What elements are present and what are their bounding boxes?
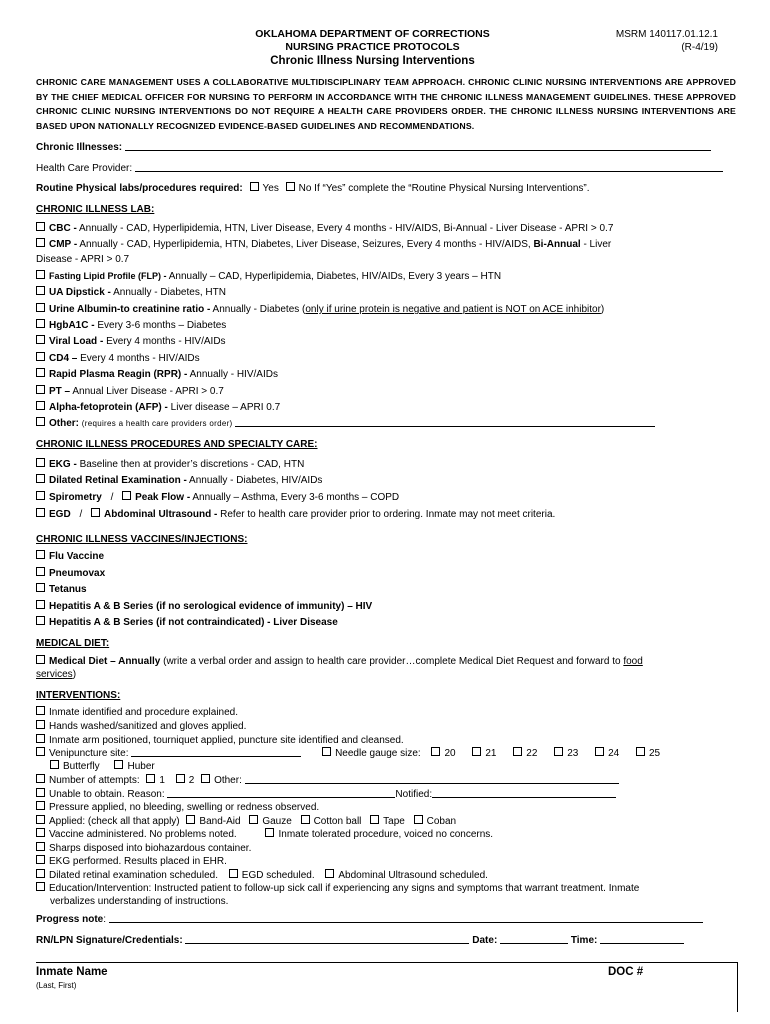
viral-load-text: Every 4 months - HIV/AIDs (106, 336, 226, 347)
form-header (200, 28, 545, 68)
pt-name: PT – (49, 386, 71, 397)
lab-afp (36, 401, 280, 415)
cbc-name: CBC - (49, 223, 77, 234)
education-row (36, 882, 639, 896)
peak-flow-checkbox[interactable] (122, 491, 131, 500)
proc-dre (36, 474, 322, 488)
spirometry-checkbox[interactable] (36, 491, 45, 500)
attempt-other-checkbox[interactable] (201, 774, 210, 783)
gauge-checkbox[interactable] (554, 747, 563, 756)
tolerated-checkbox[interactable] (265, 828, 274, 837)
diet-food: food (623, 656, 643, 667)
form-id (578, 28, 718, 54)
gauge-label: 23 (567, 748, 579, 759)
lab-other (36, 417, 655, 431)
intervention-label: Pressure applied, no bleeding, swelling or redness observed. (49, 802, 320, 813)
footer-vertical-divider (737, 962, 738, 1012)
intervention-checkbox[interactable] (36, 720, 45, 729)
cmp-name: CMP - (49, 239, 78, 250)
urine-end: ) (600, 304, 605, 315)
intervention-checkbox[interactable] (36, 706, 45, 715)
lab-cmp-cont: Disease - APRI > 0.7 (36, 254, 130, 265)
vaccine-label: Hepatitis A & B Series (if no serological evidence of immunity) – HIV (49, 601, 373, 612)
egd-scheduled-checkbox[interactable] (229, 869, 238, 878)
attempt-1-checkbox[interactable] (146, 774, 155, 783)
spirometry-name: Spirometry (49, 492, 102, 503)
intervention-item (36, 734, 404, 748)
gauge-label: 22 (526, 748, 538, 759)
education-cont: verbalizes understanding of instructions. (50, 896, 229, 907)
pt-checkbox[interactable] (36, 385, 45, 394)
proc-spirometry (36, 491, 399, 505)
gauge-label: 24 (608, 748, 620, 759)
provider-label: Health Care Provider: (36, 163, 133, 174)
intro-paragraph: CHRONIC CARE MANAGEMENT USES A COLLABORATIVE MULTIDISCIPLINARY TEAM APPROACH. CHRONIC CLINIC NURSING INTERVENTIONS ARE APPROVED BY THE CHIEF MEDICAL OFFICER FOR NURSING TO PERFORM IN ACCORDANCE WITH THE CHRONIC ILLNESS MANAGEMENT GUIDELINES. THESE APPROVED CHRONIC CLINIC NURSING INTERVENTIONS DO NOT REQUIRE A HEALTH CARE PROVIDERS ORDER. THE CHRONIC ILLNESS NURSING INTERVENTIONS ARE BASED UPON NATIONALLY RECOGNIZED EVIDENCE-BASED GUIDELINES AND RECOMMENDATIONS. (36, 77, 736, 131)
egd-checkbox[interactable] (36, 508, 45, 517)
attempt-1-label: 1 (159, 775, 165, 786)
gauge-checkbox[interactable] (431, 747, 440, 756)
provider-field[interactable] (135, 162, 723, 172)
lab-cmp (36, 238, 611, 252)
vaccine-admin-checkbox[interactable] (36, 828, 45, 837)
cmp-text: Annually - CAD, Hyperlipidemia, HTN, Diabetes, Liver Disease, Seizures, Every 4 months - HIV/AIDS, (79, 239, 531, 250)
inmate-name-hint: (Last, First) (36, 981, 77, 990)
band-aid-checkbox[interactable] (186, 815, 195, 824)
tape-checkbox[interactable] (370, 815, 379, 824)
unable-row (36, 788, 616, 802)
venipuncture-label: Venipuncture site: (49, 748, 129, 759)
signature-label: RN/LPN Signature/Credentials: (36, 935, 183, 946)
attempt-other-field[interactable] (245, 774, 619, 784)
notified-label: Notified: (395, 789, 433, 800)
routine-yes-label: Yes (262, 183, 279, 194)
huber-label: Huber (127, 761, 155, 772)
lab-heading: CHRONIC ILLNESS LAB: (36, 204, 155, 215)
chronic-illnesses-label: Chronic Illnesses: (36, 142, 123, 153)
other-lab-checkbox[interactable] (36, 417, 45, 426)
vaccine-item (36, 550, 104, 564)
chronic-illnesses-field[interactable] (125, 141, 711, 151)
lab-rpr (36, 368, 278, 382)
intervention-label: Sharps disposed into biohazardous container. (49, 843, 252, 854)
unable-label: Unable to obtain. Reason: (49, 789, 165, 800)
coban-checkbox[interactable] (414, 815, 423, 824)
lab-viral-load (36, 335, 226, 349)
dre-scheduled-checkbox[interactable] (36, 869, 45, 878)
form-number: MSRM 140117.01.12.1 (615, 29, 718, 40)
education-checkbox[interactable] (36, 882, 45, 891)
egd-name: EGD (49, 509, 71, 520)
vaccine-admin-row (36, 828, 493, 842)
vaccine-item (36, 600, 372, 614)
flp-text: Annually – CAD, Hyperlipidemia, Diabetes, HIV/AIDs, Every 3 years – HTN (168, 271, 502, 282)
rpr-checkbox[interactable] (36, 368, 45, 377)
routine-row (36, 182, 590, 196)
rpr-text: Annually - HIV/AIDs (189, 369, 278, 380)
tolerated-label: Inmate tolerated procedure, voiced no concerns. (278, 829, 494, 840)
vaccine-item (36, 616, 338, 630)
routine-yes-checkbox[interactable] (250, 182, 259, 191)
cbc-checkbox[interactable] (36, 222, 45, 231)
dre-name: Dilated Retinal Examination - (49, 475, 187, 486)
hba1c-name: HgbA1C - (49, 320, 95, 331)
huber-checkbox[interactable] (114, 760, 123, 769)
attempts-row (36, 774, 619, 788)
butterfly-label: Butterfly (63, 761, 100, 772)
proc-egd (36, 508, 555, 522)
doc-number-label: DOC # (608, 966, 644, 978)
intervention-item (36, 801, 319, 815)
vaccines-heading: CHRONIC ILLNESS VACCINES/INJECTIONS: (36, 534, 248, 545)
ultrasound-text: Refer to health care provider prior to ordering. Inmate may not meet criteria. (220, 509, 556, 520)
progress-row (36, 913, 703, 927)
gauge-checkbox[interactable] (595, 747, 604, 756)
ekg-name: EKG - (49, 459, 77, 470)
needle-label: Needle gauge size: (335, 748, 421, 759)
dre-checkbox[interactable] (36, 474, 45, 483)
applied-label: Applied: (check all that apply) (49, 816, 180, 827)
applied-checkbox[interactable] (36, 815, 45, 824)
cd4-text: Every 4 months - HIV/AIDs (80, 353, 200, 364)
gauge-label: 25 (649, 748, 661, 759)
department-name: OKLAHOMA DEPARTMENT OF CORRECTIONS (255, 28, 490, 40)
hba1c-text: Every 3-6 months – Diabetes (97, 320, 227, 331)
lab-cd4 (36, 352, 200, 366)
us-scheduled-checkbox[interactable] (325, 869, 334, 878)
diet-row (36, 655, 643, 669)
interventions-heading: INTERVENTIONS: (36, 690, 121, 701)
lab-cbc (36, 222, 613, 236)
intervention-checkbox[interactable] (36, 801, 45, 810)
us-scheduled-label: Abdominal Ultrasound scheduled. (338, 870, 488, 881)
date-label: Date: (472, 935, 498, 946)
inmate-name-label: Inmate Name (36, 966, 108, 978)
ekg-checkbox[interactable] (36, 458, 45, 467)
chronic-illnesses-row (36, 141, 711, 155)
ua-text: Annually - Diabetes, HTN (113, 287, 226, 298)
venipuncture-row (36, 747, 660, 761)
date-field[interactable] (500, 934, 568, 944)
attempts-label: Number of attempts: (49, 775, 140, 786)
intervention-label: Inmate arm positioned, tourniquet applied, puncture site identified and cleansed. (49, 735, 404, 746)
proc-ekg (36, 458, 304, 472)
intervention-label: Inmate identified and procedure explained. (49, 707, 239, 718)
diet-heading: MEDICAL DIET: (36, 638, 110, 649)
tape-label: Tape (383, 816, 405, 827)
ua-checkbox[interactable] (36, 286, 45, 295)
cmp-text-2: - Liver (583, 239, 612, 250)
flp-name: Fasting Lipid Profile (FLP) - (49, 271, 167, 281)
other-lab-note: (requires a health care providers order) (81, 419, 233, 428)
protocols-title: NURSING PRACTICE PROTOCOLS (285, 41, 460, 53)
intervention-checkbox[interactable] (36, 734, 45, 743)
signature-row (36, 934, 684, 948)
gauze-label: Gauze (262, 816, 292, 827)
provider-row (36, 162, 723, 176)
flp-checkbox[interactable] (36, 270, 45, 279)
attempt-other-label: Other: (214, 775, 242, 786)
diet-services: services (36, 669, 73, 680)
gauge-checkbox[interactable] (472, 747, 481, 756)
vaccine-item (36, 583, 87, 597)
time-field[interactable] (600, 934, 684, 944)
vaccine-checkbox[interactable] (36, 583, 45, 592)
vaccine-label: Flu Vaccine (49, 551, 105, 562)
cotton-ball-label: Cotton ball (313, 816, 362, 827)
viral-load-checkbox[interactable] (36, 335, 45, 344)
ultrasound-checkbox[interactable] (91, 508, 100, 517)
intervention-checkbox[interactable] (36, 855, 45, 864)
venipuncture-checkbox[interactable] (36, 747, 45, 756)
education-label: Education/Intervention: Instructed patient to follow-up sick call if experiencing any signs and symptoms that warrant treatment. Inmate (49, 883, 640, 894)
other-lab-name: Other: (49, 418, 79, 429)
coban-label: Coban (426, 816, 457, 827)
intervention-label: Hands washed/sanitized and gloves applied. (49, 721, 247, 732)
spirometry-slash: / (110, 492, 114, 503)
signature-field[interactable] (185, 934, 469, 944)
venipuncture-field[interactable] (131, 747, 301, 757)
cbc-text: Annually - CAD, Hyperlipidemia, HTN, Liver Disease, Every 4 months - HIV/AIDS, Bi-Annual - Liver Disease - APRI > 0.7 (79, 223, 614, 234)
intervention-item (36, 706, 238, 720)
lab-hba1c (36, 319, 226, 333)
scheduled-row (36, 869, 488, 883)
routine-label: Routine Physical labs/procedures required: (36, 183, 243, 194)
time-label: Time: (570, 935, 598, 946)
dre-text: Annually - Diabetes, HIV/AIDs (189, 475, 323, 486)
vaccine-label: Tetanus (49, 584, 87, 595)
egd-scheduled-label: EGD scheduled. (241, 870, 315, 881)
peak-flow-text: Annually – Asthma, Every 3-6 months – COPD (192, 492, 400, 503)
vaccine-checkbox[interactable] (36, 567, 45, 576)
vaccine-checkbox[interactable] (36, 600, 45, 609)
afp-text: Liver disease – APRI 0.7 (170, 402, 281, 413)
cotton-ball-checkbox[interactable] (301, 815, 310, 824)
lab-pt (36, 385, 224, 399)
lab-urine (36, 303, 604, 317)
dre-scheduled-label: Dilated retinal examination scheduled. (49, 870, 218, 881)
form-title: Chronic Illness Nursing Interventions (270, 55, 475, 67)
urine-checkbox[interactable] (36, 303, 45, 312)
intervention-checkbox[interactable] (36, 842, 45, 851)
procedures-heading: CHRONIC ILLNESS PROCEDURES AND SPECIALTY CARE: (36, 439, 318, 450)
gauge-checkbox[interactable] (513, 747, 522, 756)
diet-end: ) (72, 669, 77, 680)
needle-checkbox[interactable] (322, 747, 331, 756)
intervention-item (36, 855, 227, 869)
intervention-item (36, 720, 246, 734)
vaccine-checkbox[interactable] (36, 616, 45, 625)
gauge-checkbox[interactable] (636, 747, 645, 756)
footer-divider (36, 962, 737, 963)
lab-flp (36, 269, 501, 284)
unable-reason-field[interactable] (167, 788, 395, 798)
ultrasound-name: Abdominal Ultrasound - (104, 509, 218, 520)
vaccine-label: Pneumovax (49, 568, 106, 579)
afp-checkbox[interactable] (36, 401, 45, 410)
progress-colon: : (103, 914, 107, 925)
attempt-2-checkbox[interactable] (176, 774, 185, 783)
pt-text: Annual Liver Disease - APRI > 0.7 (72, 386, 224, 397)
vaccine-checkbox[interactable] (36, 550, 45, 559)
attempts-checkbox[interactable] (36, 774, 45, 783)
form-revision: (R-4/19) (681, 42, 718, 53)
diet-name: Medical Diet – Annually (49, 656, 161, 667)
peak-flow-name: Peak Flow - (135, 492, 191, 503)
unable-checkbox[interactable] (36, 788, 45, 797)
needle-type-row (50, 760, 155, 774)
intervention-label: EKG performed. Results placed in EHR. (49, 856, 227, 867)
vaccine-item (36, 567, 105, 581)
diet-text: (write a verbal order and assign to health care provider…complete Medical Diet Request and forward to (163, 656, 621, 667)
routine-no-checkbox[interactable] (286, 182, 295, 191)
applied-row (36, 815, 456, 829)
routine-no-label: No If “Yes” complete the “Routine Physical Nursing Interventions”. (298, 183, 590, 194)
ekg-text: Baseline then at provider’s discretions - CAD, HTN (79, 459, 305, 470)
vaccine-admin-label: Vaccine administered. No problems noted. (49, 829, 237, 840)
afp-name: Alpha-fetoprotein (AFP) - (49, 402, 168, 413)
rpr-name: Rapid Plasma Reagin (RPR) - (49, 369, 188, 380)
butterfly-checkbox[interactable] (50, 760, 59, 769)
lab-ua (36, 286, 226, 300)
urine-name: Urine Albumin-to creatinine ratio - (49, 304, 211, 315)
cmp-biannual: Bi-Annual (533, 239, 581, 250)
cd4-checkbox[interactable] (36, 352, 45, 361)
gauge-label: 21 (485, 748, 497, 759)
urine-condition: only if urine protein is negative and patient is NOT on ACE inhibitor (305, 304, 601, 315)
urine-text: Annually - Diabetes ( (212, 304, 306, 315)
ua-name: UA Dipstick - (49, 287, 111, 298)
intervention-item (36, 842, 251, 856)
hba1c-checkbox[interactable] (36, 319, 45, 328)
other-lab-field[interactable] (235, 417, 655, 427)
diet-row-cont (36, 668, 76, 682)
viral-load-name: Viral Load - (49, 336, 104, 347)
egd-slash: / (79, 509, 83, 520)
diet-checkbox[interactable] (36, 655, 45, 664)
attempt-2-label: 2 (188, 775, 195, 786)
cd4-name: CD4 – (49, 353, 78, 364)
notified-field[interactable] (432, 788, 616, 798)
gauge-label: 20 (444, 748, 456, 759)
gauze-checkbox[interactable] (249, 815, 258, 824)
band-aid-label: Band-Aid (199, 816, 241, 827)
progress-label: Progress note (36, 914, 104, 925)
progress-note-field[interactable] (109, 913, 703, 923)
cmp-checkbox[interactable] (36, 238, 45, 247)
vaccine-label: Hepatitis A & B Series (if not contraindicated) - Liver Disease (49, 617, 338, 628)
